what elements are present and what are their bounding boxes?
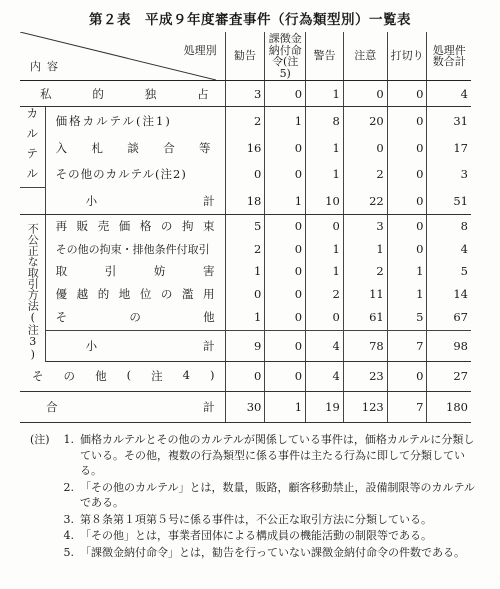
label-char: 束 [203, 219, 215, 234]
label-char: 小 [85, 338, 98, 353]
cell: 1 [225, 260, 265, 283]
label-char: 用 [203, 286, 215, 301]
row-label [20, 391, 225, 422]
label-char: そ [55, 310, 68, 325]
label-char: 再 [55, 219, 68, 234]
table-row [20, 391, 471, 422]
note-item [30, 528, 475, 544]
note-text: 「その他」とは，事業者団体による構成員の機能活動の制限等である。 [80, 529, 432, 542]
notes-label: (注) [30, 433, 50, 446]
label-char: 合 [163, 140, 175, 155]
cell: 3 [427, 161, 471, 188]
table-row [20, 283, 471, 306]
group-label [20, 107, 45, 188]
label-char: の [129, 310, 141, 325]
cell: 10 [306, 188, 344, 215]
cell: 1 [306, 161, 344, 188]
group-label [20, 215, 45, 362]
group-label-text: カルテル [24, 107, 39, 187]
label-char: 売 [97, 219, 110, 234]
row-label: その他のカルテル(注2) [55, 167, 187, 182]
cell: 1 [265, 391, 306, 422]
label-char: 計 [203, 193, 215, 208]
notes [30, 432, 475, 561]
row-label: その他の拘束・排他条件付取引 [55, 242, 210, 256]
row-label [45, 188, 225, 215]
corner-bottom-label: 内容 [30, 60, 64, 73]
label-char: 札 [91, 140, 103, 155]
cell: 2 [225, 107, 265, 135]
cell: 22 [343, 188, 387, 215]
label-char: そ [32, 369, 44, 383]
cell: 11 [343, 283, 387, 306]
cell: 2 [225, 237, 265, 260]
review-cases-table [20, 32, 471, 423]
col-header: 注意 [343, 32, 387, 81]
row-label [45, 260, 225, 283]
cell: 0 [387, 134, 427, 161]
row-label-text [46, 263, 225, 279]
cell: 0 [225, 161, 265, 188]
cell: 0 [306, 305, 344, 330]
table-row [20, 81, 471, 107]
cell: 8 [427, 215, 471, 238]
label-char: 入 [55, 140, 68, 155]
cell: 20 [343, 107, 387, 135]
cell: 67 [427, 305, 471, 330]
cell: 1 [306, 237, 344, 260]
label-char: 4 [182, 368, 190, 382]
note-number: 1. [63, 433, 74, 446]
label-char: 位 [139, 286, 152, 301]
row-label-text [20, 368, 225, 384]
label-char: ( [126, 368, 132, 382]
label-char: の [160, 286, 173, 301]
table-row [20, 361, 471, 391]
note-text: 「課徴金納付命令」とは，勧告を行っていない課徴金納付命令の件数である。 [80, 545, 465, 559]
note-number: 3. [63, 512, 74, 526]
cell: 18 [225, 188, 265, 215]
cell: 0 [265, 330, 306, 361]
cell: 51 [427, 188, 471, 215]
note-text: 「その他のカルテル」とは，数量，販路，顧客移動禁止，設備制限等のカルテルである。 [80, 480, 475, 509]
label-char: 拘 [181, 219, 194, 234]
corner-cell [20, 32, 225, 81]
note-text: 価格カルテルとその他のカルテルが関係している事件は，価格カルテルに分類している。その他，複数の行為類型に係る事件は主たる行為に即して分類している。 [80, 433, 475, 477]
cell: 3 [225, 81, 265, 107]
corner-top-label: 処理別 [183, 44, 217, 57]
cell: 0 [265, 361, 306, 391]
label-char: 独 [144, 86, 157, 101]
row-label-text [46, 338, 225, 354]
col-header: 打切り [387, 32, 427, 81]
cell: 2 [343, 161, 387, 188]
label-char: 合 [46, 399, 58, 414]
label-char: 計 [203, 399, 215, 414]
cell: 0 [387, 361, 427, 391]
label-char: 等 [199, 140, 211, 155]
col-header: 勧告 [225, 32, 265, 81]
note-text: 第８条第１項第５号に係る事件は，不公正な取引方法に分類している。 [80, 512, 432, 526]
col-header-text: 課徴金納付命令(注5) [268, 32, 302, 80]
cell: 0 [265, 161, 306, 188]
cell: 0 [265, 260, 306, 283]
cell: 0 [265, 215, 306, 238]
label-char: 占 [197, 86, 209, 101]
cell: 1 [265, 107, 306, 135]
cell: 0 [387, 215, 427, 238]
label-char: 小 [85, 193, 98, 208]
label-char: 引 [104, 264, 117, 279]
row-label-text [46, 140, 225, 156]
col-header [265, 32, 306, 81]
label-char: 他 [203, 310, 215, 325]
cell: 7 [387, 330, 427, 361]
table-row [20, 161, 471, 188]
cell: 16 [225, 134, 265, 161]
cell: 8 [306, 107, 344, 135]
table-row [20, 215, 471, 238]
cell: 5 [427, 260, 471, 283]
cell: 78 [343, 330, 387, 361]
cell: 0 [387, 81, 427, 107]
cell: 0 [387, 107, 427, 135]
header-row [20, 32, 471, 81]
label-char: 的 [92, 86, 104, 101]
cell: 3 [343, 215, 387, 238]
label-char: 格 [139, 219, 152, 234]
cell: 4 [427, 81, 471, 107]
cell: 1 [265, 188, 306, 215]
cell: 0 [265, 283, 306, 306]
cell: 0 [265, 305, 306, 330]
label-char: 越 [76, 286, 89, 301]
cell: 4 [306, 330, 344, 361]
row-label [45, 305, 225, 330]
note-item [30, 512, 475, 528]
cell: 0 [265, 134, 306, 161]
row-label [45, 215, 225, 238]
cell: 61 [343, 305, 387, 330]
cell: 0 [265, 81, 306, 107]
cell: 0 [343, 81, 387, 107]
col-header-text: 処理件数合計 [432, 43, 466, 68]
table-row [20, 237, 471, 260]
cell: 7 [387, 391, 427, 422]
row-label [20, 81, 225, 107]
label-char: 優 [55, 286, 68, 301]
label-char: ) [210, 368, 215, 382]
cell: 1 [387, 260, 427, 283]
label-char: 的 [97, 286, 110, 301]
table-row [20, 330, 471, 361]
row-label: 価格カルテル(注1) [55, 113, 172, 128]
label-char: 談 [127, 140, 139, 155]
label-char: 計 [203, 338, 215, 353]
cell: 1 [306, 260, 344, 283]
cell: 2 [343, 260, 387, 283]
row-label [45, 134, 225, 161]
label-char: 取 [55, 264, 68, 279]
cell: 9 [225, 330, 265, 361]
cell: 4 [306, 361, 344, 391]
note-item [30, 480, 475, 511]
label-char: の [63, 369, 76, 383]
cell: 1 [306, 134, 344, 161]
cell: 0 [265, 237, 306, 260]
label-char: の [160, 219, 173, 234]
label-char: 注 [151, 369, 163, 383]
label-char: 私 [40, 86, 52, 101]
cell: 19 [306, 391, 344, 422]
label-char: 濫 [181, 286, 194, 301]
note-number: 4. [63, 529, 74, 542]
cell: 0 [225, 361, 265, 391]
table-title: 第２表 平成９年度審査事件（行為類型別）一覧表 [89, 12, 411, 28]
row-label [45, 330, 225, 361]
cell: 123 [343, 391, 387, 422]
cell: 0 [225, 283, 265, 306]
table-row [20, 134, 471, 161]
row-label [20, 361, 225, 391]
cell: 1 [343, 237, 387, 260]
label-char: 価 [118, 219, 131, 234]
note-number: 5. [63, 545, 74, 559]
cell: 4 [427, 237, 471, 260]
cell: 0 [343, 134, 387, 161]
table-row [20, 107, 471, 135]
cell: 98 [427, 330, 471, 361]
col-header [427, 32, 471, 81]
cell: 180 [427, 391, 471, 422]
table-row [20, 305, 471, 330]
row-label-text [46, 309, 225, 325]
label-char: 他 [95, 369, 107, 383]
label-char: 妨 [153, 264, 166, 279]
cell: 27 [427, 361, 471, 391]
cell: 5 [225, 215, 265, 238]
cell: 17 [427, 134, 471, 161]
note-number: 2. [63, 480, 74, 494]
cell: 5 [387, 305, 427, 330]
group-label-text: 不公正な取引方法(注3) [26, 223, 40, 361]
cell: 1 [387, 283, 427, 306]
row-label [45, 283, 225, 306]
cell: 2 [306, 283, 344, 306]
cell: 30 [225, 391, 265, 422]
cell: 31 [427, 107, 471, 135]
row-label-text [20, 86, 225, 102]
row-label-text [46, 193, 225, 209]
cell: 1 [225, 305, 265, 330]
cell: 23 [343, 361, 387, 391]
label-char: 販 [76, 219, 89, 234]
cell: 0 [387, 188, 427, 215]
cell: 0 [387, 237, 427, 260]
row-label-text [20, 399, 225, 415]
label-char: 地 [118, 286, 131, 301]
table-row [20, 188, 471, 215]
row-label-text [46, 218, 225, 234]
group-spacer [20, 188, 45, 215]
note-item [30, 545, 475, 561]
cell: 0 [387, 161, 427, 188]
row-label-text [46, 286, 225, 302]
note-item [30, 432, 475, 479]
cell: 0 [306, 215, 344, 238]
cell: 1 [306, 81, 344, 107]
label-char: 害 [203, 264, 215, 279]
col-header: 警告 [306, 32, 344, 81]
table-row [20, 260, 471, 283]
cell: 14 [427, 283, 471, 306]
